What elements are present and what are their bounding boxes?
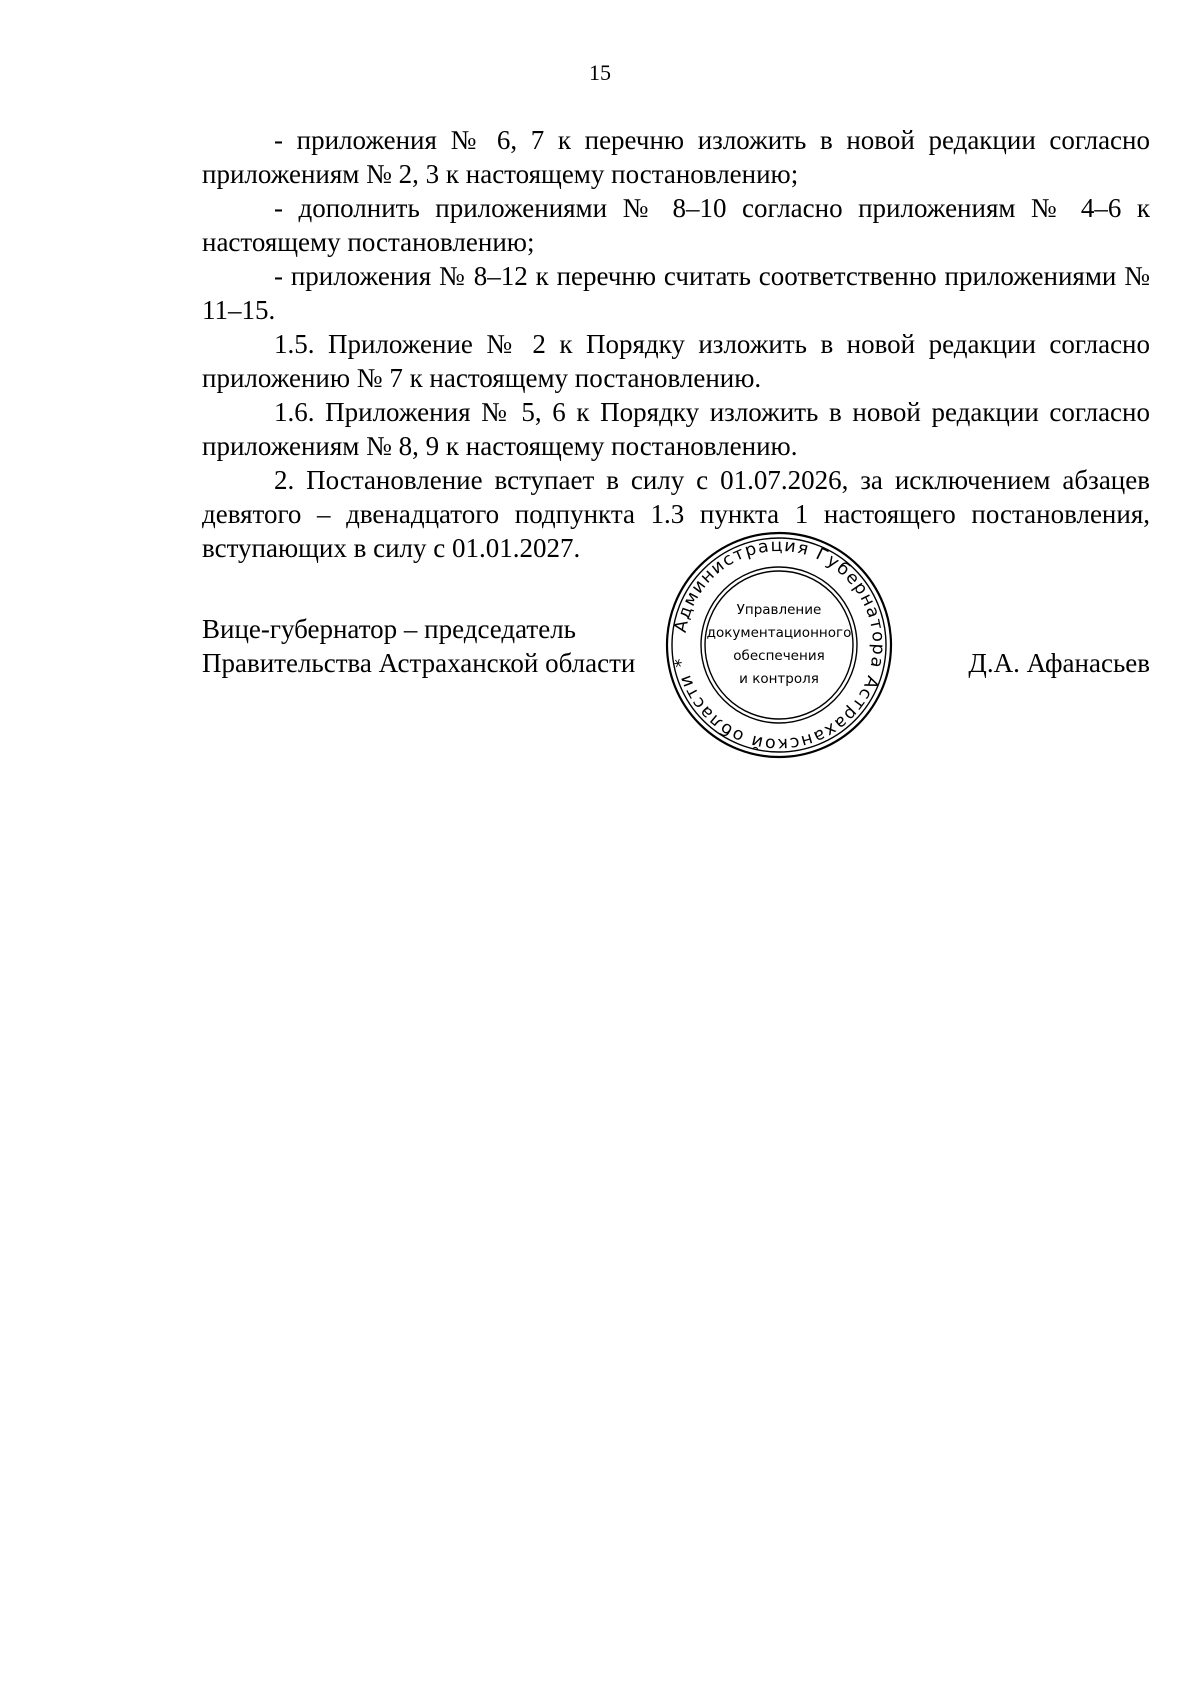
- seal-graphic: [664, 530, 894, 760]
- seal-inner-line-4: и контроля: [739, 671, 819, 687]
- paragraph-appendix-8-10: - дополнить приложениями № 8–10 согласно приложениям № 4–6 к настоящему постановлению;: [202, 193, 1150, 257]
- signatory-position: [202, 612, 635, 680]
- seal-innermost-ring: [705, 571, 853, 719]
- document-body: [202, 123, 1150, 565]
- seal-inner-ring: [701, 567, 857, 723]
- paragraph-appendix-6-7: - приложения № 6, 7 к перечню изложить в новой редакции согласно приложениям № 2, 3 к настоящему постановлению;: [202, 125, 1150, 189]
- signatory-name: Д.А. Афанасьев: [968, 648, 1150, 678]
- paragraph-1-5: 1.5. Приложение № 2 к Порядку изложить в новой редакции согласно приложению № 7 к настоящему постановлению.: [202, 329, 1150, 393]
- paragraph-1-6: 1.6. Приложения № 5, 6 к Порядку изложить в новой редакции согласно приложениям № 8, 9 к настоящему постановлению.: [202, 397, 1150, 461]
- signatory-position-line-2: Правительства Астраханской области: [202, 648, 636, 678]
- seal-inner-line-1: Управление: [736, 602, 822, 618]
- seal-inner-line-3: обеспечения: [733, 648, 825, 664]
- paragraph-2-effective-date: 2. Постановление вступает в силу с 01.07.2026, за исключением абзацев девятого – двенадцатого подпункта 1.3 пункта 1 настоящего постановления, вступающих в силу с 01.01.2027.: [202, 465, 1150, 563]
- official-seal-stamp: [664, 530, 894, 760]
- seal-inner-line-2: документационного: [706, 625, 852, 641]
- page-number: 15: [589, 60, 611, 85]
- signatory-position-line-1: Вице-губернатор – председатель: [202, 614, 576, 644]
- paragraph-appendix-renumber: - приложения № 8–12 к перечню считать соответственно приложениями № 11–15.: [202, 261, 1150, 325]
- seal-ring-text: Администрация Губернатора Астраханской области *: [670, 535, 889, 755]
